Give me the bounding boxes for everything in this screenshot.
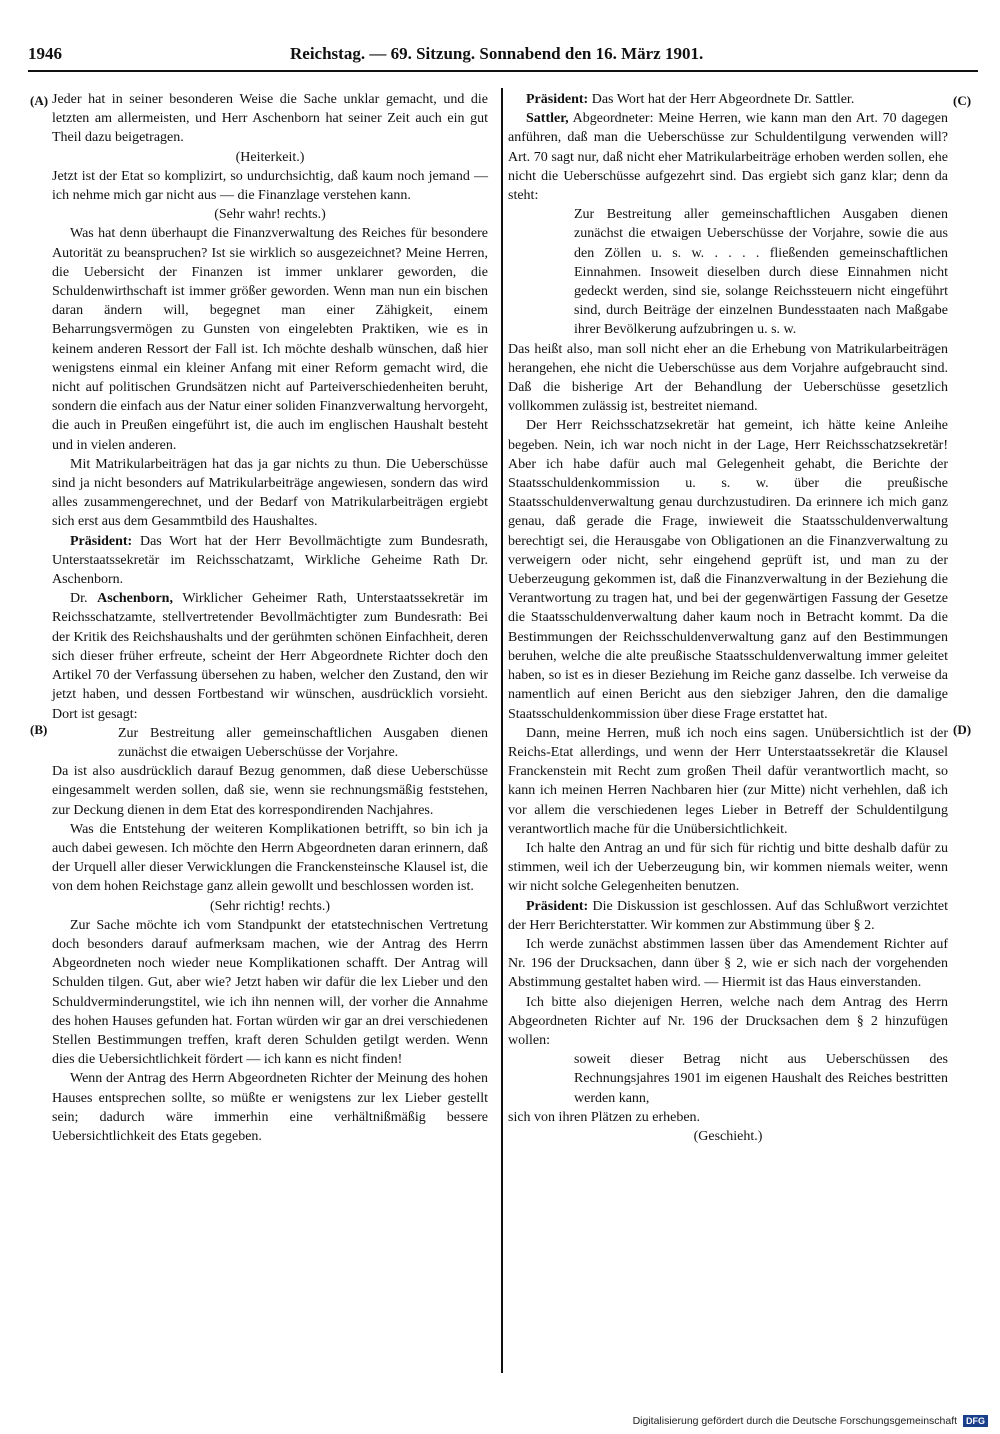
paragraph: Was hat denn überhaupt die Finanzverwaltung des Reiches für besondere Autorität zu beanspruchen? Ist sie wirklich so ausgezeichnet? Meine Herren, die Uebersicht der Finanzen ist immer unklarer geworden, die Schuldenwirthschaft ist immer größer geworden. Wenn man nun ein bischen daran ändern will, begegnet man einer Zähigkeit, einem Beharrungsvermögen zu Gunsten von eingelebten Praktiken, wie es in keinem anderen Ressort der Fall ist. Ich möchte deshalb wünschen, daß hier wenigstens einmal ein kleiner Anfang mit einer Reform gemacht wird, die nicht auf politischen Grundsätzen nicht auf Parteiverschiedenheiten beruht, sondern die einfach aus der Natur einer soliden Finanzverwaltung hervorgeht, die auch in Preußen eingeführt ist, die auch im englischen Haushalt besteht und in vielen anderen. — [52, 226, 488, 453]
speaker-paragraph — [52, 532, 488, 590]
interjection: (Sehr richtig! rechts.) — [209, 898, 331, 914]
speaker-paragraph — [508, 897, 948, 935]
column-divider — [501, 88, 503, 1373]
speaker-paragraph — [508, 90, 948, 109]
paragraph: Jetzt ist der Etat so komplizirt, so undurchsichtig, daß kaum noch jemand — ich nehme mich gar nicht aus — die Finanzlage verstehen kann. — [52, 168, 488, 204]
digitization-credit — [633, 1415, 988, 1427]
margin-letter-b: (B) — [30, 722, 48, 737]
margin-letter-a: (A) — [30, 93, 49, 108]
quotation: soweit dieser Betrag nicht aus Ueberschüssen des Rechnungsjahres 1901 im eigenen Haushalt des Reiches bestritten werden kann, — [574, 1052, 948, 1106]
header-rule — [28, 70, 978, 72]
quotation: Zur Bestreitung aller gemeinschaftlichen Ausgaben dienen zunächst die etwaigen Ueberschüsse der Vorjahre, sowie die aus den Zöllen u. s. w. . . . . fließenden gemeinschaftlichen Einnahmen. Insoweit dieselben durch diese Einnahmen nicht gedeckt werden, sind sie, solange Reichssteuern nicht eingeführt sind, durch Beiträge der einzelnen Bundesstaaten nach Maßgabe ihrer Bevölkerung aufzubringen u. s. w. — [574, 207, 948, 338]
speaker-name: Präsident: — [526, 898, 589, 914]
speaker-paragraph — [508, 109, 948, 205]
paragraph: Ich bitte also diejenigen Herren, welche nach dem Antrag des Herrn Abgeordneten Richter auf Nr. 196 der Drucksachen dem § 2 hinzufügen wollen: — [508, 994, 948, 1048]
margin-letter-d: (D) — [953, 722, 972, 737]
speaker-name: Aschenborn, — [97, 591, 173, 607]
paragraph: Da ist also ausdrücklich darauf Bezug genommen, daß diese Ueberschüsse eingesammelt werden sollen, daß sie, wenn sie rechnungsmäßig feststehen, zur Deckung dienen in dem Etat des korrespondirenden Nachjahres. — [52, 764, 488, 818]
running-head: Reichstag. — 69. Sitzung. Sonnabend den 16. März 1901. — [290, 44, 704, 63]
interjection: (Sehr wahr! rechts.) — [214, 207, 326, 223]
paragraph: Das heißt also, man soll nicht eher an die Erhebung von Matrikularbeiträgen herangehen, ehe nicht die Ueberschüsse aus dem Vorjahre aufgebraucht sind. Daß die bisherige Art der Behandlung der Ueberschüsse gesetzlich vollkommen zulässig ist, bestreitet niemand. — [508, 341, 948, 415]
paragraph: Was die Entstehung der weiteren Komplikationen betrifft, so bin ich ja auch dabei gewesen. Ich möchte den Herrn Abgeordneten daran erinnern, daß der Urquell aller dieser Verwicklungen die Franckensteinsche Klausel ist, die von dem hohen Reichstage ganz allein gewollt und beschlossen worden ist. — [52, 821, 488, 895]
speech-text: Wirklicher Geheimer Rath, Unterstaatssekretär im Reichsschatzamte, stellvertretender Bevollmächtigter zum Bundesrath: Bei der Kritik des Reichshaushalts und der gerühmten schönen Einfachheit, deren sich dieser früher erfreute, scheint der Herr Abgeordnete Richter doch den Artikel 70 der Verfassung übersehen zu haben, welcher den Zustand, den wir jetzt haben, und dessen Fortbestand wir wünschen, ausdrücklich vorsieht. Dort ist gesagt: — [52, 591, 489, 722]
paragraph: Zur Sache möchte ich vom Standpunkt der etatstechnischen Vertretung doch besonders darauf aufmerksam machen, wie der Antrag des Herrn Abgeordneten noch wieder neue Komplikationen schafft. Der Antrag will Schulden tilgen. Gut, aber wie? Jetzt haben wir dafür die lex Lieber und den Schuldverminderungstitel, wie ich ihn nennen will, der vorher die Annahme des hohen Hauses gefunden hat. Fortan würden wir gar an drei verschiedenen Stellen Bestimmungen treffen, kraft deren Schulden getilgt werden. Wenn dies die Uebersichtlichkeit fördert — ich kann es nicht finden! — [52, 917, 488, 1068]
paragraph: Jeder hat in seiner besonderen Weise die Sache unklar gemacht, und die letzten am allermeisten, und Herr Aschenborn hat seiner Zeit auch ein gut Theil dazu beigetragen. — [52, 92, 488, 146]
margin-letter-c: (C) — [953, 93, 972, 108]
paragraph: Der Herr Reichsschatzsekretär hat gemeint, ich hätte keine Anleihe begeben. Nein, ich war noch nicht in der Lage, Herr Reichsschatzsekretär! Aber ich habe dafür auch mal Gelegenheit gehabt, die Berichte der Staatsschuldenkommission u. s. w. über die preußische Staatsschuldenverwaltung genau durchzustudiren. Da erinnere ich mich ganz genau, daß gerade die Frage, inwieweit die Staatsschuldenverwaltung berechtigt sei, die Herausgabe von Obligationen an die Finanzverwaltung zu verweigern oder nicht, sehr eingehend geprüft ist, und man zu der Ueberzeugung gekommen ist, daß die Finanzverwaltung in der Beziehung die Verantwortung zu tragen hat, und bei der gegenwärtigen Fassung der Gesetze die Staatsschuldenverwaltung daher kaum noch in Betracht kommt. Da die Bestimmungen der Reichsschuldenverwaltung ganz auf den Bestimmungen beruhen, welche die alte preußische Staatsschuldenverwaltung immer geleitet haben, so ist es in dieser Beziehung im Reiche ganz dasselbe. Ich verweise da namentlich auf einen Bericht aus den siebziger Jahren, den die damalige Staatsschuldenkommission über diese Frage erstattet hat. — [508, 418, 948, 722]
paragraph: Dann, meine Herren, muß ich noch eins sagen. Unübersichtlich ist der Reichs-Etat allerdings, und wenn der Herr Unterstaatssekretär die Klausel Franckenstein mit Recht zum großen Theil dafür verantwortlich macht, so kann ich meinen Herren Nachbaren hier (zur Mitte) nicht verhehlen, daß ich vor allem die verschiedenen leges Lieber in Betreff der Schuldentilgung verantwortlich mache für die Unübersichtlichkeit. — [508, 725, 948, 837]
speaker-title: Dr. — [70, 591, 88, 607]
left-column — [52, 90, 488, 1146]
paragraph: Mit Matrikularbeiträgen hat das ja gar nichts zu thun. Die Ueberschüsse sind ja nicht besonders auf Matrikularbeiträge angewiesen, sondern das wird alles zusammengerechnet, und der Bedarf von Matrikularbeiträgen ergiebt sich erst aus dem Gesammtbild des Haushaltes. — [52, 456, 488, 530]
speech-text: Abgeordneter: Meine Herren, wie kann man den Art. 70 dagegen anführen, daß man die Ueberschüsse zur Schuldentilgung verwenden will? Art. 70 sagt nur, daß nicht eher Matrikularbeiträge erhoben werden sollen, ehe nicht die Ueberschüsse aufgezehrt sind. Das ergiebt sich ganz klar; denn da steht: — [508, 111, 948, 204]
paragraph: sich von ihren Plätzen zu erheben. — [508, 1109, 701, 1125]
paragraph: Ich werde zunächst abstimmen lassen über das Amendement Richter auf Nr. 196 der Drucksachen, dann über § 2, wie er sich nach der vorgehenden Abstimmung gestaltet haben wird. — Hiermit ist das Haus einverstanden. — [508, 936, 948, 991]
speaker-paragraph — [52, 589, 488, 723]
quotation: Zur Bestreitung aller gemeinschaftlichen Ausgaben dienen zunächst die etwaigen Ueberschüsse der Vorjahre. — [118, 725, 488, 760]
speaker-name: Präsident: — [70, 533, 133, 549]
credit-text: Digitalisierung gefördert durch die Deutsche Forschungsgemeinschaft — [632, 1415, 958, 1427]
interjection: (Geschieht.) — [693, 1128, 763, 1144]
speaker-name: Präsident: — [526, 92, 589, 107]
speech-text: Das Wort hat der Herr Abgeordnete Dr. Sattler. — [591, 92, 855, 107]
paragraph: Wenn der Antrag des Herrn Abgeordneten Richter der Meinung des hohen Hauses entsprechen sollte, so müßte er wenigstens zur lex Lieber gestellt sein; dadurch wäre immerhin eine verhältnißmäßig bessere Uebersichtlichkeit des Etats gegeben. — [52, 1071, 488, 1144]
page-header — [28, 44, 978, 66]
interjection: (Heiterkeit.) — [235, 149, 305, 165]
paragraph: Ich halte den Antrag an und für sich für richtig und bitte deshalb dafür zu stimmen, weil ich der Ueberzeugung bin, wir kommen niemals weiter, wenn wir nicht solche Gelegenheiten benutzen. — [508, 840, 948, 895]
dfg-logo: DFG — [963, 1415, 988, 1427]
speech-text: Die Diskussion ist geschlossen. Auf das Schlußwort verzichtet der Herr Berichterstatter. Wir kommen zur Abstimmung über § 2. — [508, 898, 949, 933]
speaker-name: Sattler, — [526, 111, 569, 127]
right-column — [508, 90, 948, 1146]
page-number: 1946 — [28, 44, 62, 63]
speech-text: Das Wort hat der Herr Bevollmächtigte zum Bundesrath, Unterstaatssekretär im Reichsschatzamt, Wirkliche Geheime Rath Dr. Aschenborn. — [52, 533, 488, 588]
